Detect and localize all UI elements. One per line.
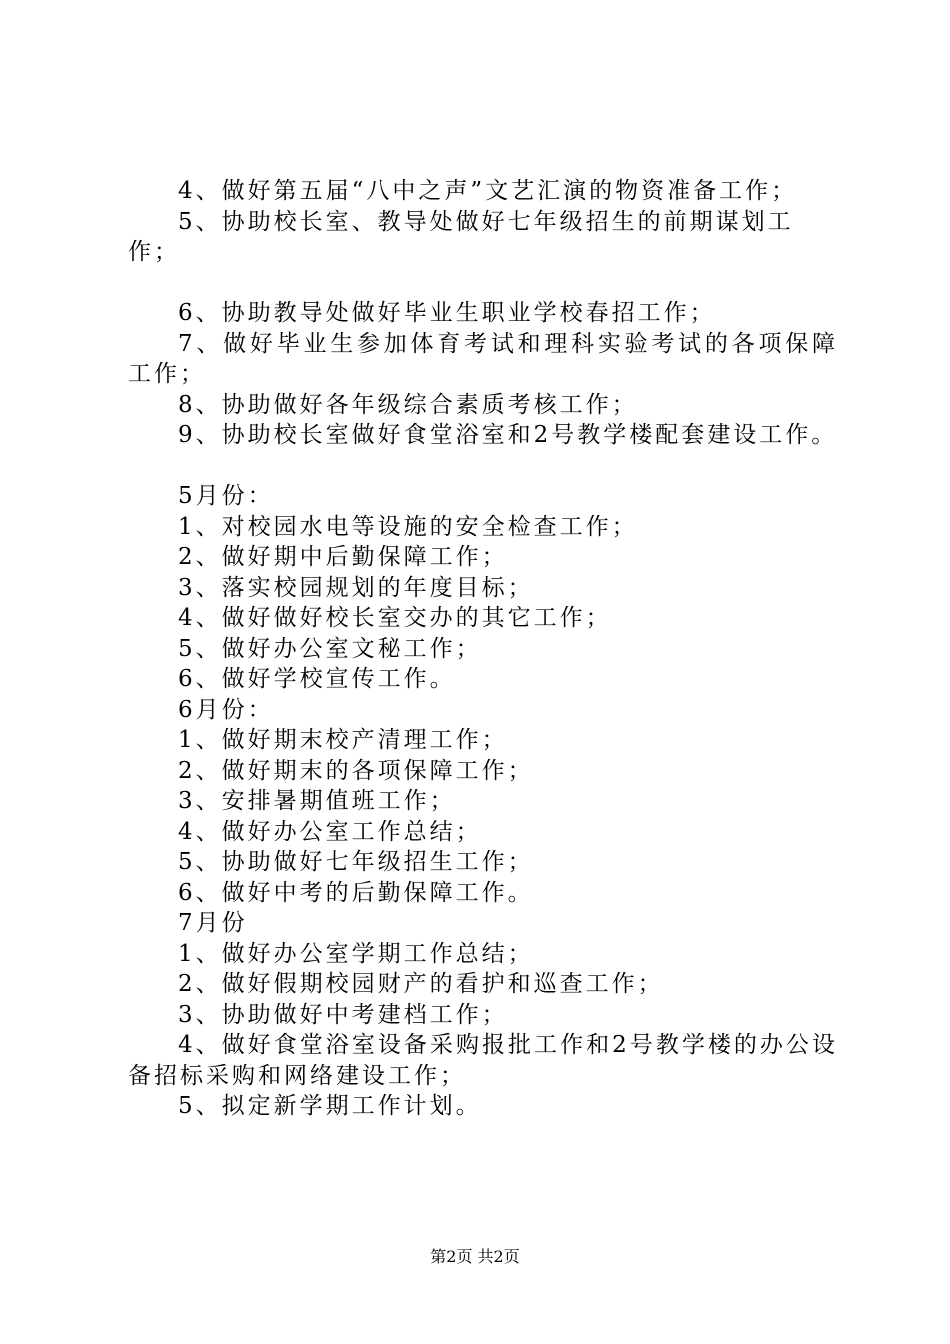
list-item: 4、做好食堂浴室设备采购报批工作和2号教学楼的办公设备招标采购和网络建设工作； <box>128 1032 838 1089</box>
list-item: 2、做好期末的各项保障工作； <box>178 757 534 784</box>
list-item: 5、协助校长室、教导处做好七年级招生的前期谋划工作； <box>128 208 794 265</box>
list-item: 4、做好做好校长室交办的其它工作； <box>178 605 612 631</box>
list-item: 1、做好办公室学期工作总结； <box>178 940 534 967</box>
document-body <box>128 176 838 1122</box>
list-item: 3、落实校园规划的年度目标； <box>178 574 534 601</box>
page-number: 第2页 共2页 <box>430 1247 520 1266</box>
list-item: 4、做好办公室工作总结； <box>178 818 482 845</box>
list-item: 9、协助校长室做好食堂浴室和2号教学楼配套建设工作。 <box>178 422 838 448</box>
section-heading-may: 5月份： <box>178 483 274 509</box>
list-item: 6、做好中考的后勤保障工作。 <box>178 879 534 906</box>
list-item: 1、对校园水电等设施的安全检查工作； <box>178 513 638 540</box>
list-item: 3、安排暑期值班工作； <box>178 788 456 814</box>
list-item: 6、协助教导处做好毕业生职业学校春招工作； <box>178 300 716 326</box>
list-item: 2、做好期中后勤保障工作； <box>178 544 508 570</box>
list-item: 5、拟定新学期工作计划。 <box>178 1093 482 1119</box>
list-item: 2、做好假期校园财产的看护和巡查工作； <box>178 971 664 997</box>
list-item: 8、协助做好各年级综合素质考核工作； <box>178 391 638 418</box>
list-item: 7、做好毕业生参加体育考试和理科实验考试的各项保障工作； <box>128 330 838 387</box>
list-item: 6、做好学校宣传工作。 <box>178 666 456 692</box>
spacer <box>128 268 838 299</box>
section-heading-june: 6月份： <box>178 696 274 723</box>
list-item: 3、协助做好中考建档工作； <box>178 1001 508 1028</box>
section-heading-july: 7月份 <box>178 910 248 936</box>
list-item: 1、做好期末校产清理工作； <box>178 727 508 753</box>
spacer <box>128 451 838 482</box>
list-item: 5、做好办公室文秘工作； <box>178 635 482 662</box>
list-item: 5、协助做好七年级招生工作； <box>178 849 534 875</box>
list-item: 4、做好第五届“八中之声”文艺汇演的物资准备工作； <box>178 178 798 204</box>
